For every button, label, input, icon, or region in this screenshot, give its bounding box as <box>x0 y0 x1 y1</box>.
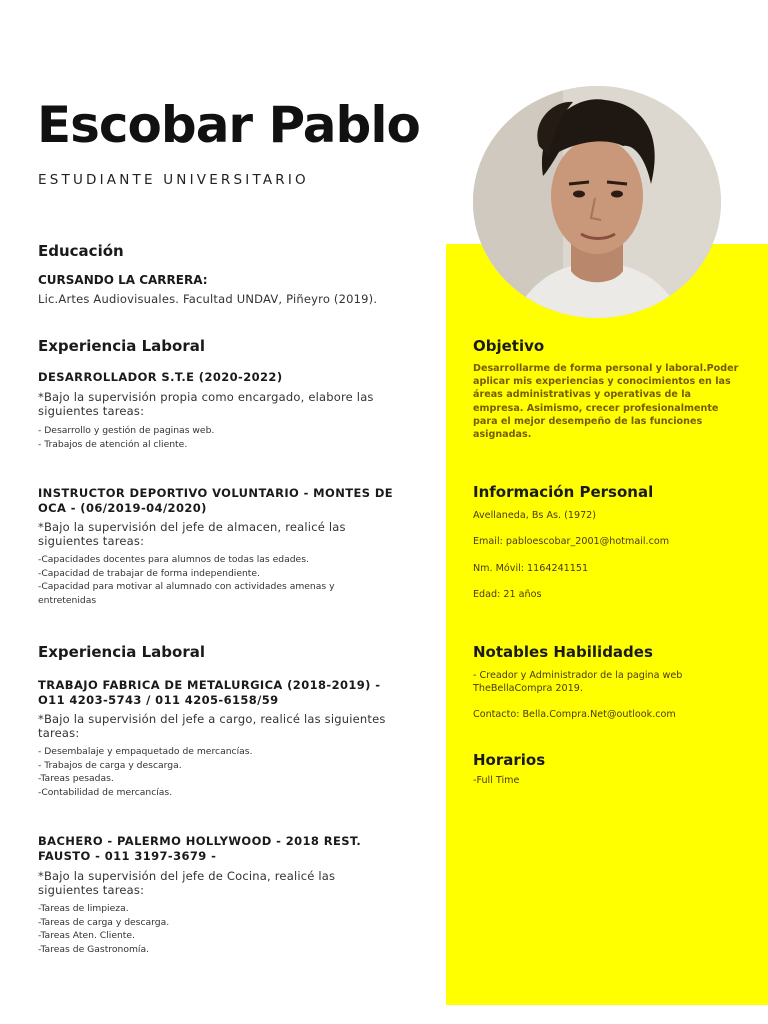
job-title: DESARROLLADOR S.T.E (2020-2022) <box>38 370 283 384</box>
education-heading: Educación <box>38 242 124 260</box>
job-task: -Capacidad de trabajar de forma independiente. <box>38 567 260 579</box>
personal-phone: Nm. Móvil: 1164241151 <box>473 563 589 574</box>
personal-location: Avellaneda, Bs As. (1972) <box>473 510 597 521</box>
schedule-text: -Full Time <box>473 775 520 786</box>
job-task-list <box>38 553 368 607</box>
schedule-heading: Horarios <box>473 751 546 769</box>
job-task: -Tareas de carga y descarga. <box>38 916 170 928</box>
job-task: -Tareas de Gastronomía. <box>38 943 149 955</box>
job-task: - Trabajos de atención al cliente. <box>38 438 188 450</box>
personal-email: Email: pabloescobar_2001@hotmail.com <box>473 536 670 547</box>
yellow-sidebar-background <box>446 244 768 1005</box>
job-description: *Bajo la supervisión propia como encargado, elabore las siguientes tareas: <box>38 390 374 418</box>
profile-photo <box>473 86 721 318</box>
personal-info-heading: Información Personal <box>473 483 654 501</box>
person-name: Escobar Pablo <box>37 96 420 154</box>
profile-photo-image <box>473 86 721 318</box>
skills-heading: Notables Habilidades <box>473 643 653 661</box>
job-task: -Tareas de limpieza. <box>38 903 129 914</box>
skills-line: - Creador y Administrador de la pagina web <box>473 670 683 681</box>
experience-heading-2: Experiencia Laboral <box>38 643 205 661</box>
person-title: ESTUDIANTE UNIVERSITARIO <box>38 172 309 188</box>
job-task: -Tareas pesadas. <box>38 773 114 784</box>
job-task: -Contabilidad de mercancías. <box>38 786 173 798</box>
job-task-list <box>38 424 368 451</box>
skills-line: TheBellaCompra 2019. <box>473 683 583 694</box>
job-task: - Desembalaje y empaquetado de mercancías. <box>38 746 253 757</box>
skills-contact: Contacto: Bella.Compra.Net@outlook.com <box>473 709 676 720</box>
objective-text: Desarrollarme de forma personal y laboral.Poder aplicar mis experiencias y conocimientos en las áreas administrativas y operativas de la empresa. Asimismo, crecer profesionalmente para el mejor desempeño de las funciones asignadas. <box>473 363 739 441</box>
job-description: *Bajo la supervisión del jefe a cargo, realicé las siguientes tareas: <box>38 712 386 740</box>
job-task: -Capacidad para motivar al alumnado con actividades amenas y entretenidas <box>38 581 335 606</box>
job-task: - Desarrollo y gestión de paginas web. <box>38 425 215 436</box>
job-description: *Bajo la supervisión del jefe de almacen, realicé las siguientes tareas: <box>38 520 346 548</box>
education-subheading: CURSANDO LA CARRERA: <box>38 273 208 287</box>
job-title: INSTRUCTOR DEPORTIVO VOLUNTARIO - MONTES DE OCA - (06/2019-04/2020) <box>38 486 394 515</box>
objective-heading: Objetivo <box>473 337 545 355</box>
job-description: *Bajo la supervisión del jefe de Cocina, realicé las siguientes tareas: <box>38 869 336 897</box>
job-task-list <box>38 902 368 956</box>
job-title: BACHERO - PALERMO HOLLYWOOD - 2018 REST. FAUSTO - 011 3197-3679 - <box>38 834 362 863</box>
job-task-list <box>38 745 368 799</box>
job-task: - Trabajos de carga y descarga. <box>38 759 182 771</box>
job-title: TRABAJO FABRICA DE METALURGICA (2018-2019) - O11 4203-5743 / 011 4205-6158/59 <box>38 678 381 707</box>
personal-age: Edad: 21 años <box>473 589 542 600</box>
experience-heading-1: Experiencia Laboral <box>38 337 205 355</box>
education-text: Lic.Artes Audiovisuales. Facultad UNDAV, Piñeyro (2019). <box>38 292 378 306</box>
job-task: -Tareas Aten. Cliente. <box>38 930 135 941</box>
job-task: -Capacidades docentes para alumnos de todas las edades. <box>38 554 309 565</box>
